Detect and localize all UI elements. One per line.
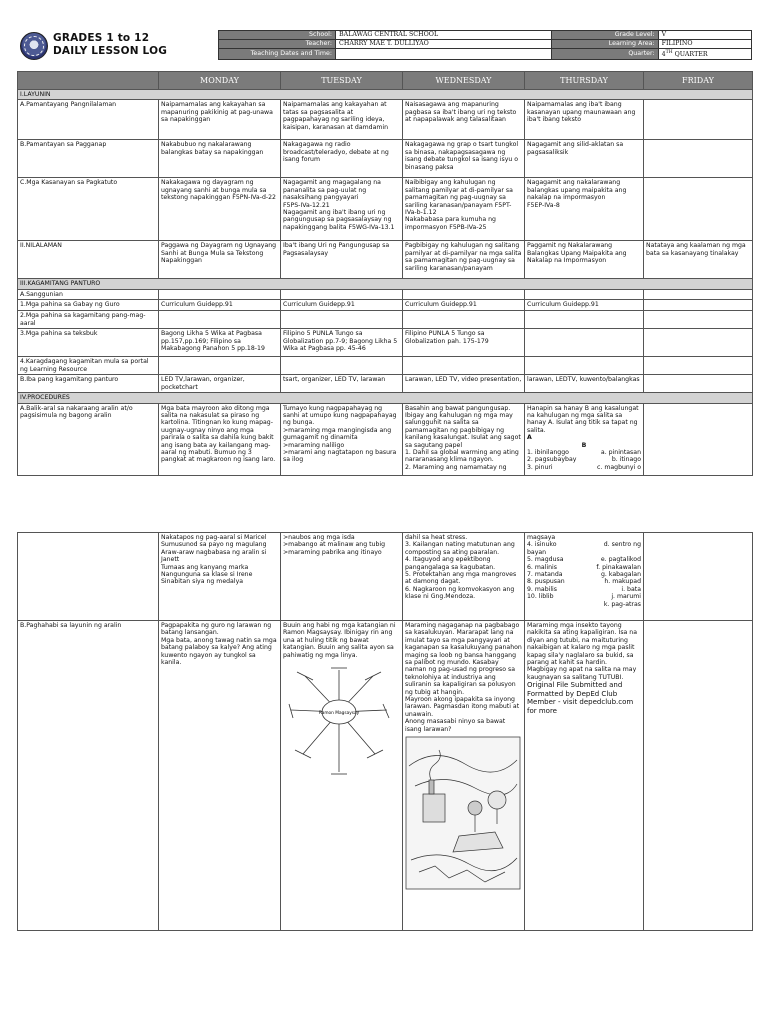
matching-pair: [527, 464, 641, 471]
table-cell: Larawan, LED TV, video presentation,: [403, 375, 525, 393]
quarter-value: [658, 49, 751, 60]
row-label: 2.Mga pahina sa kagamitang pang-mag-aaral: [18, 311, 159, 329]
pair-right: j. marumi: [611, 593, 641, 601]
table-cell: [644, 375, 753, 393]
dates-label: Teaching Dates and Time:: [219, 49, 336, 60]
table-cell: Naipamamalas ang iba't ibang kasanayan upang maunawaan ang iba't ibang teksto: [525, 100, 644, 140]
table-cell: Bagong Likha 5 Wika at Pagbasa pp.157,pp.169; Filipino sa Makabagong Panahon 5 pp.18-19: [159, 329, 281, 357]
pair-right: k. pag-atras: [603, 600, 641, 608]
table-cell: [403, 289, 525, 299]
table-cell: Nakagagawa ng radio broadcast/teleradyo, debate at ng isang forum: [281, 140, 403, 178]
row-label: B.Paghahabi sa layunin ng aralin: [18, 621, 159, 931]
web-instructions: Buuin ang habi ng mga katangian ni Ramon Magsaysay. Ibinigay rin ang una at huling titik ng bawat katangian. Buuin ang salita ayon sa pahiwatig ng mga linya.: [283, 622, 396, 659]
table-row: [18, 375, 753, 393]
table-cell: [403, 311, 525, 329]
lesson-log-table-page-2: [17, 532, 753, 931]
sketch-factory: [423, 794, 445, 822]
table-cell: [403, 621, 525, 931]
web-blank-line: [297, 672, 313, 680]
matching-pair: [527, 601, 641, 608]
pair-left: 3. pinuri: [527, 463, 553, 471]
table-cell: Curriculum Guidepp.91: [159, 300, 281, 311]
section-row: [18, 90, 753, 100]
table-row: [18, 300, 753, 311]
table-cell: [644, 289, 753, 299]
table-cell: Curriculum Guidepp.91: [525, 300, 644, 311]
attribution-text: Original File Submitted and Formatted by DepEd Club Member - visit depedclub.com for more: [527, 681, 634, 716]
section-row: [18, 393, 753, 403]
web-blank-line: [289, 704, 293, 718]
table-cell: Nagagamit ang silid-aklatan sa pagsasaliksik: [525, 140, 644, 178]
pair-right: i. bata: [621, 585, 641, 593]
table-cell: [644, 621, 753, 931]
row-label: C.Mga Kasanayan sa Pagkatuto: [18, 178, 159, 241]
table-row: [18, 241, 753, 279]
table-cell: [525, 311, 644, 329]
table-row: [18, 100, 753, 140]
matching-pair: [527, 456, 641, 463]
table-row: [18, 140, 753, 178]
row-label: B.Iba pang kagamitang panturo: [18, 375, 159, 393]
title-line-1: GRADES 1 to 12: [53, 32, 150, 44]
section-row: [18, 279, 753, 289]
pair-left: 6. malinis: [527, 563, 557, 571]
pair-right: f. pinakawalan: [596, 563, 641, 571]
table-cell: Mga bata mayroon ako ditong mga salita na nakasulat sa piraso ng kartolina. Titingnan ko kung mapag-uugnay-ugnay ninyo ang mga parirala o salita sa dahila kung bakit ang isang bata ay kailangang mag-aaral ng mabuti. Bumuo ng 3 pangkat at magkaroon ng isang laro.: [159, 403, 281, 475]
matching-pair: [527, 571, 641, 578]
day-header-row: [18, 72, 753, 90]
table-cell: [159, 289, 281, 299]
table-cell: dahil sa heat stress. 3. Kailangan nating matutunan ang composting sa ating paaralan. 4. Itaguyod ang epektibong pangangalaga sa kagubatan. 5. Protektahan ang mga mangroves at damong dagat. 6. Nagkaroon ng komvokasyon ang klase ni Gng.Mendoza.: [403, 533, 525, 621]
table-cell: [525, 357, 644, 375]
table-cell: [644, 178, 753, 241]
pair-right: d. sentro ng: [603, 541, 641, 549]
table-cell: Iba't ibang Uri ng Pangungusap sa Pagsasalaysay: [281, 241, 403, 279]
table-cell: [644, 357, 753, 375]
teacher-value: CHARRY MAE T. DULLIYAO: [336, 40, 552, 49]
pair-left: 5. magdusa: [527, 556, 564, 564]
pair-left: 10. liblib: [527, 593, 554, 601]
pair-right: e. pagtalikod: [600, 556, 641, 564]
web-blank-line: [295, 750, 311, 758]
table-cell: [644, 100, 753, 140]
pair-left: 4. isinuko: [527, 541, 557, 549]
table-row: [18, 311, 753, 329]
matching-instructions: Hanapin sa hanay B ang kasalungat na kahulugan ng mga salita sa hanay A. Isulat ang titik sa tapat ng salita.: [527, 404, 639, 434]
table-cell: [281, 311, 403, 329]
matching-pair: [527, 549, 641, 556]
table-cell: [644, 403, 753, 475]
deped-seal-icon: [20, 32, 48, 60]
table-cell: [159, 311, 281, 329]
matching-pair: [527, 586, 641, 593]
quarter-label: Quarter:: [551, 49, 658, 60]
row-label: II.NILALAMAN: [18, 241, 159, 279]
table-cell: Filipino PUNLA 5 Tungo sa Globalization pah. 175-179: [403, 329, 525, 357]
table-cell: LED TV,larawan, organizer, pocketchart: [159, 375, 281, 393]
pair-right: h. makupad: [604, 578, 641, 586]
web-blank-line: [365, 672, 381, 680]
pair-right: b. itinago: [611, 456, 641, 464]
school-label: School:: [219, 31, 336, 40]
table-cell: [644, 533, 753, 621]
table-row: [18, 329, 753, 357]
table-cell: [644, 329, 753, 357]
table-cell: Curriculum Guidepp.91: [281, 300, 403, 311]
table-cell: Nakabubuo ng nakalarawang balangkas batay sa napakinggan: [159, 140, 281, 178]
matching-pair: [527, 449, 641, 456]
tutubi-text: Maraming mga insekto tayong nakikita sa ating kapaligiran. Isa na diyan ang tutubi, na maituturing nakaibigan at kalaro ng mga paslit kapag sila'y naglalaro sa bukid, sa parang at kahit sa hardin. Magbigay ng apat na salita na may kaugnayan sa salitang TUTUBI.: [527, 622, 638, 681]
web-blank-line: [367, 750, 383, 758]
quarter-text: QUARTER: [672, 51, 708, 59]
table-cell: [281, 621, 403, 931]
row-label: 3.Mga pahina sa teksbuk: [18, 329, 159, 357]
pair-left: bayan: [527, 548, 547, 556]
pair-left: 7. matanda: [527, 571, 563, 579]
row-label: 4.Karagdagang kagamitan mula sa portal ng Learning Resource: [18, 357, 159, 375]
section-kagamitan: III.KAGAMITANG PANTURO: [18, 279, 753, 289]
table-cell: Nagagamit ang nakalarawang balangkas upang maipakita ang nakalap na impormasyon F5EP-IVa-8: [525, 178, 644, 241]
table-cell: Paggamit ng Nakalarawang Balangkas Upang Maipakita ang Nakalap na Impormasyon: [525, 241, 644, 279]
table-cell: Naisasagawa ang mapanuring pagbasa sa iba't ibang uri ng teksto at napapalawak ang talasalitaan: [403, 100, 525, 140]
day-monday: MONDAY: [159, 72, 281, 90]
table-cell: Nakakagawa ng dayagram ng ugnayang sanhi at bunga mula sa tekstong napakinggan F5PN-IVa-d-22: [159, 178, 281, 241]
row-label: B.Pamantayan sa Pagganap: [18, 140, 159, 178]
matching-pair: [527, 564, 641, 571]
section-procedures: IV.PROCEDURES: [18, 393, 753, 403]
table-cell: Nakatapos ng pag-aaral si Maricel Sumusunod sa payo ng magulang Araw-araw nagbabasa ng aralin si Janett Tumaas ang kanyang marka Nangunguna sa klase si Irene Sinabitan siya ng medalya: [159, 533, 281, 621]
table-cell: [525, 289, 644, 299]
area-label: Learning Area:: [551, 40, 658, 49]
pair-right: g. kabagalan: [601, 571, 641, 579]
matching-pair: [527, 556, 641, 563]
pair-left: 1. ibinilanggo: [527, 449, 569, 457]
day-wednesday: WEDNESDAY: [403, 72, 525, 90]
web-center-label: Ramon Magsaysay: [318, 711, 360, 717]
matching-pair: [527, 593, 641, 600]
table-cell: [525, 329, 644, 357]
info-table: [218, 30, 752, 60]
table-cell: [281, 357, 403, 375]
table-cell: [644, 140, 753, 178]
table-cell: Basahin ang bawat pangungusap. Ibigay ang kahulugan ng mga may salungguhit na salita sa pamamagitan ng pagbibigay ng kanilang kasalungat. Isulat ang sagot sa sagutang papel 1. Dahil sa global warming ang ating nararanasang klima ngayon. 2. Maraming ang namamatay ng: [403, 403, 525, 475]
matching-pair: [527, 578, 641, 585]
pollution-illustration: [405, 736, 521, 890]
table-row: [18, 289, 753, 299]
lesson-log-table-page-1: [17, 71, 753, 476]
day-thursday: THURSDAY: [525, 72, 644, 90]
quarter-number: 4: [661, 51, 666, 59]
header-blank-cell: [18, 72, 159, 90]
page-header: [17, 30, 752, 62]
area-value: FILIPINO: [658, 40, 751, 49]
quarter-suffix: TH: [665, 50, 673, 55]
matching-pair: [527, 541, 641, 548]
table-cell: >naubos ang mga isda >mabango at malinaw ang tubig >maraming pabrika ang itinayo: [281, 533, 403, 621]
pair-right: a. pinintasan: [600, 449, 641, 457]
table-cell: Tumayo kung nagpapahayag ng sanhi at umupo kung nagpapahayag ng bunga. >maraming mga mangingisda ang gumagamit ng dinamita >maraming naliligo >marami ang nagtatapon ng basura sa ilog: [281, 403, 403, 475]
table-cell: [281, 289, 403, 299]
table-cell: Pagpapakita ng guro ng larawan ng batang lansangan. Mga bata, anong tawag natin sa mga batang palaboy sa kalye? Ang ating kuwento ngayon ay tungkol sa kanila.: [159, 621, 281, 931]
section-layunin: I.LAYUNIN: [18, 90, 753, 100]
table-cell: Naipamamalas ang kakayahan sa mapanuring pakikinig at pag-unawa sa napakinggan: [159, 100, 281, 140]
table-cell: [525, 533, 644, 621]
row-label: A.Balik-aral sa nakaraang aralin at/o pagsisimula ng bagong aralin: [18, 403, 159, 475]
table-cell: [159, 357, 281, 375]
dates-value: [336, 49, 552, 60]
table-cell: [525, 621, 644, 931]
table-cell: Nagagamit ang magagalang na pananalita sa pag-uulat ng nasaksihang pangyayari F5PS-IVa-12.21 Nagagamit ang iba't ibang uri ng pangungusap sa pagsasalaysay ng napakinggang balita F5WG-IVa-13.1: [281, 178, 403, 241]
table-cell: Filipino 5 PUNLA Tungo sa Globalization pp.7-9; Bagong Likha 5 Wika at Pagbasa pp. 45-46: [281, 329, 403, 357]
row-label: A.Sanggunian: [18, 289, 159, 299]
table-cell: [644, 300, 753, 311]
day-tuesday: TUESDAY: [281, 72, 403, 90]
table-cell: [644, 311, 753, 329]
table-cell: Curriculum Guidepp.91: [403, 300, 525, 311]
table-cell: Naipamamalas ang kakayahan at tatas sa pagsasalita at pagpapahayag ng sariling ideya, kaisipan, karanasan at damdamin: [281, 100, 403, 140]
table-row: [18, 357, 753, 375]
table-cell: larawan, LEDTV, kuwento/balangkas: [525, 375, 644, 393]
row-label: A.Pamantayang Pangnilalaman: [18, 100, 159, 140]
column-a-heading: A: [527, 434, 532, 442]
grade-label: Grade Level:: [551, 31, 658, 40]
sketch-person: [468, 801, 482, 815]
title-line-2: DAILY LESSON LOG: [53, 45, 168, 57]
pair-left: 2. pagsubaybay: [527, 456, 577, 464]
table-cell: Pagbibigay ng kahulugan ng salitang pamilyar at di-pamilyar na mga salita sa pamamagitan ng pag-uugnay sa sariling karanasan/panayam: [403, 241, 525, 279]
pair-left: 8. puspusan: [527, 578, 565, 586]
table-cell: [525, 403, 644, 475]
teacher-label: Teacher:: [219, 40, 336, 49]
table-cell: Naibibigay ang kahulugan ng salitang pamilyar at di-pamilyar sa pamamagitan ng pag-uugnay sa sariling karanasan/panayam F5PT-IVa-b-1.12 Nakababasa para kumuha ng impormasyon F5PB-IVa-25: [403, 178, 525, 241]
table-row: [18, 178, 753, 241]
school-value: BALAWAG CENTRAL SCHOOL: [336, 31, 552, 40]
web-blank-line: [383, 704, 389, 718]
table-cell: Natataya ang kaalaman ng mga bata sa kasanayang tinalakay: [644, 241, 753, 279]
pair-right: c. magbunyi o: [597, 463, 641, 471]
day-friday: FRIDAY: [644, 72, 753, 90]
grade-value: V: [658, 31, 751, 40]
pair-left: 9. mabilis: [527, 585, 557, 593]
table-row: [18, 533, 753, 621]
table-row: [18, 403, 753, 475]
form-title: [53, 32, 167, 58]
row-label: [18, 533, 159, 621]
sketch-tree: [488, 791, 506, 809]
sketch-chimney: [429, 780, 434, 794]
row-label: 1.Mga pahina sa Gabay ng Guro: [18, 300, 159, 311]
matching-continued: magsaya: [527, 534, 556, 541]
pollution-text: Maraming nagaganap na pagbabago sa kasalukuyan. Mararapat lang na imulat tayo sa mga pangyayari at kaganapan sa kasalukuyang panahon maging sa loob ng bansa hanggang sa palibot ng mundo. Kasabay naman ng pag-usad ng progreso sa teknolohiya at industriya ang suliranin sa kapaligiran sa polusyon ng tubig at hangin. Mayroon akong ipapakita sa inyong larawan. Pagmasdan itong mabuti at unawain. Anong masasabi ninyo sa bawat isang larawan?: [405, 622, 522, 733]
table-cell: tsart, organizer, LED TV, larawan: [281, 375, 403, 393]
table-cell: Paggawa ng Dayagram ng Ugnayang Sanhi at Bunga Mula sa Tekstong Napakinggan: [159, 241, 281, 279]
table-row: [18, 621, 753, 931]
table-cell: Nakagagawa ng grap o tsart tungkol sa binasa, nakapagsasagawa ng isang debate tungkol sa isang isyu o binasang paksa: [403, 140, 525, 178]
table-cell: [403, 357, 525, 375]
character-web-diagram: [283, 662, 395, 782]
column-b-heading: B: [581, 441, 587, 449]
